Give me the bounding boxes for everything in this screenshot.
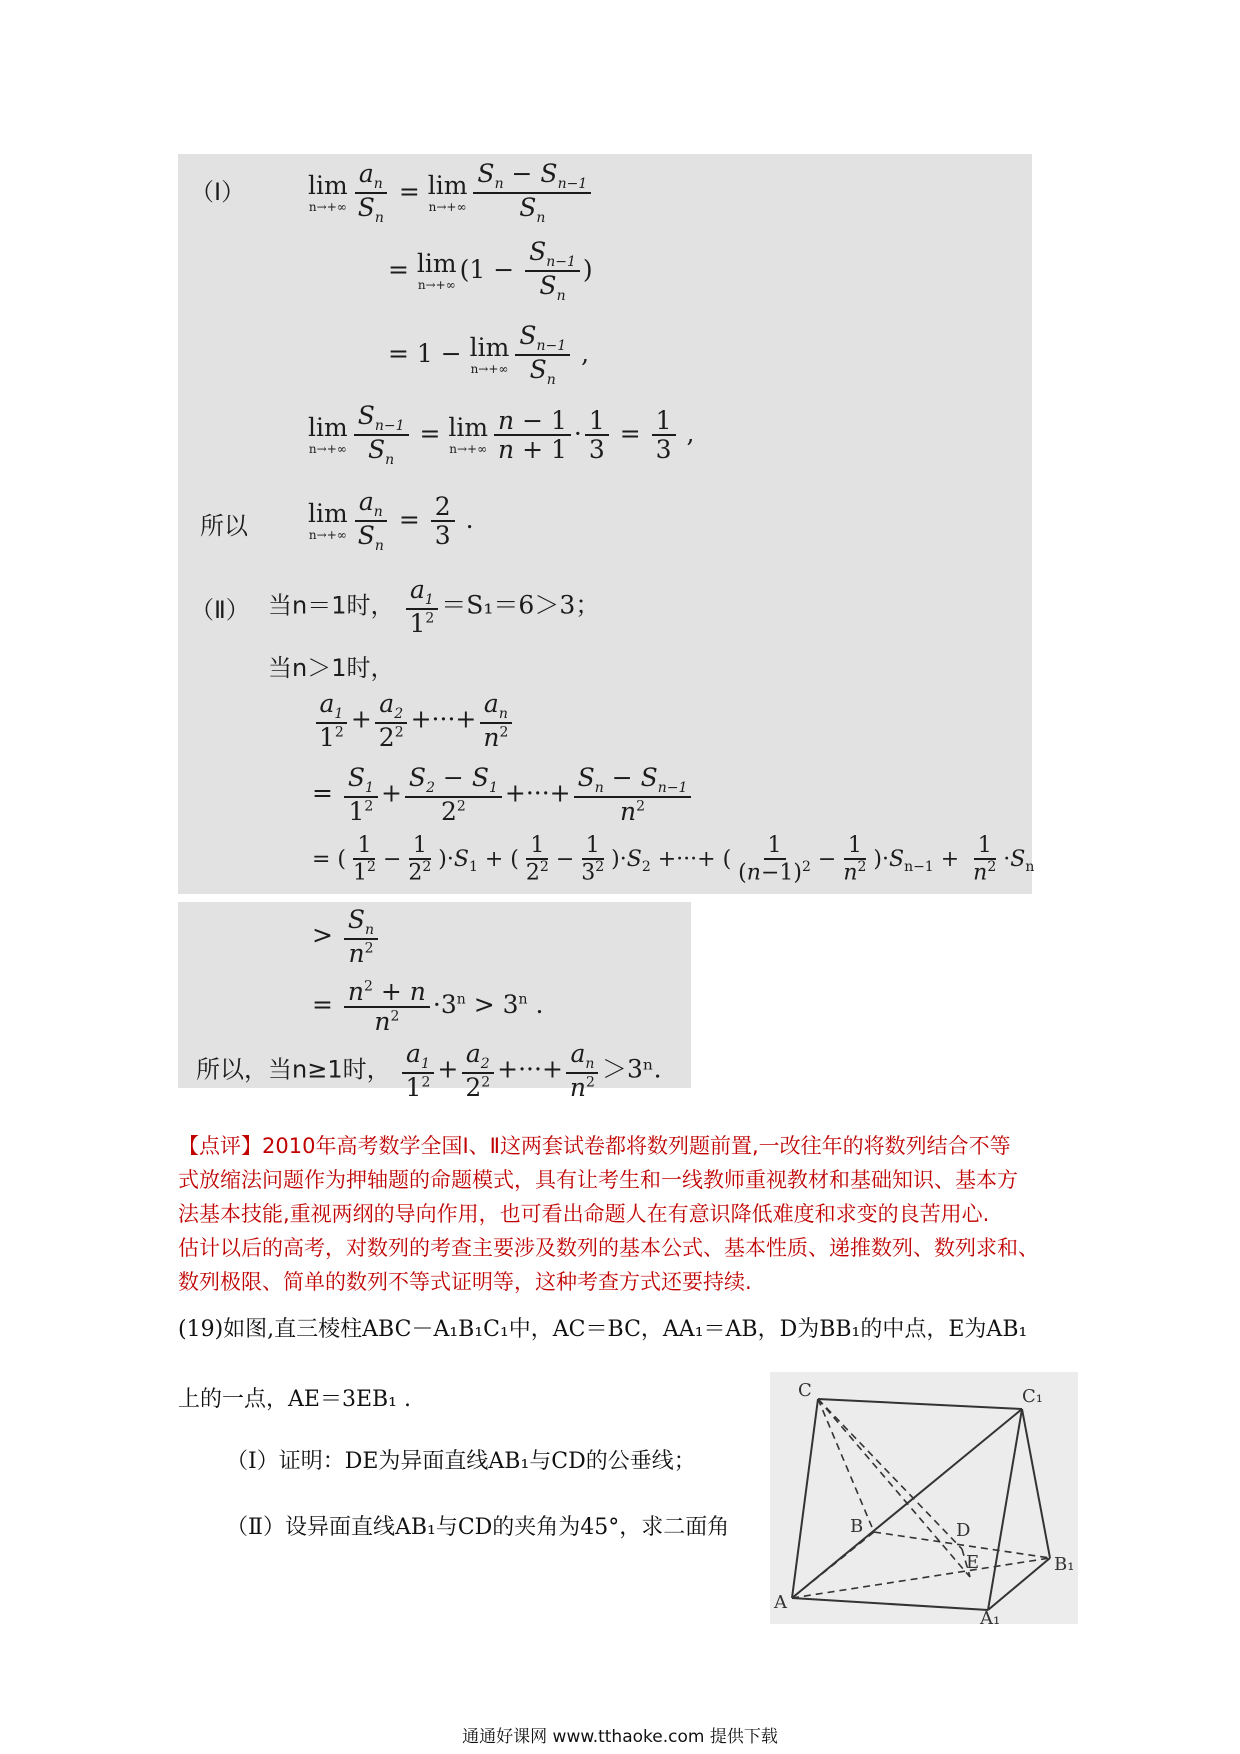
sum-expansion-2: = ( $\frac{1}{1^2}$ − $\frac{1}{2^2}$ )$\cdot S_1$ + ( $\frac{1}{2^2}$ − $\frac{1}{3^2}$ )$\cdot S_2$ +···+ ( $\frac{1}{(n-1)^2}$ − $\frac{1}{n^2}$ )$\cdot S_{n-1}$ + $\frac{1}{n^2}$ $\cdot S_n$ (312, 833, 1035, 886)
inequality-2: = $\frac{n^2 + n}{n^2}$ $\cdot 3^n > 3^n$ . (312, 977, 544, 1036)
case-n-equals-1: 当n＝1时， $\frac{a_1}{1^2}$ ＝S₁＝6＞3； (268, 575, 601, 639)
problem19-part1: （Ⅰ）证明：DE为异面直线AB₁与CD的公垂线； (226, 1449, 696, 1474)
label-c: C (798, 1380, 812, 1401)
limit-result: lim n→+∞ $\frac{a_n}{S_n}$ = $\frac{2}{3}$ . (308, 487, 474, 555)
comment-line-5: 数列极限、简单的数列不等式证明等，这种考查方式还要持续. (178, 1270, 752, 1294)
problem19-part2: （Ⅱ）设异面直线AB₁与CD的夹角为45°，求二面角 (226, 1515, 730, 1540)
edge-c1-b1 (1022, 1409, 1050, 1558)
hidden-c-b (818, 1399, 874, 1532)
label-a: A (774, 1592, 787, 1613)
label-b1: B₁ (1054, 1554, 1075, 1575)
edge-c1-a1 (988, 1409, 1022, 1610)
label-d: D (956, 1520, 971, 1541)
comment-line-4: 估计以后的高考，对数列的考查主要涉及数列的基本公式、基本性质、递推数列、数列求和、 (178, 1236, 1039, 1260)
edge-c-c1 (818, 1399, 1022, 1409)
problem19-line-2: 上的一点，AE＝3EB₁ . (178, 1387, 411, 1412)
comment-line-3: 法基本技能,重视两纲的导向作用，也可看出命题人在有意识降低难度和求变的良苦用心. (178, 1202, 990, 1226)
prism-diagram (770, 1372, 1078, 1624)
case-n-gt-1: 当n＞1时， (268, 654, 395, 682)
problem19-line-1: (19)如图,直三棱柱ABC－A₁B₁C₁中，AC＝BC，AA₁＝AB，D为BB₁的中点，E为AB₁ (178, 1317, 1028, 1342)
label-c1: C₁ (1022, 1386, 1043, 1407)
label-b: B (850, 1516, 864, 1537)
limit-equation-1: lim n→+∞ $\frac{a_n}{S_n}$ = lim n→+∞ $\frac{S_n - S_{n-1}}{S_n}$ (308, 160, 594, 227)
edge-c-a (792, 1399, 818, 1598)
footer-download-note: 通通好课网 www.tthaoke.com 提供下载 (462, 1727, 778, 1747)
comment-line-1: 【点评】2010年高考数学全国Ⅰ、Ⅱ这两套试卷都将数列题前置,一改往年的将数列结合不等 (178, 1134, 1011, 1158)
limit-equation-4: lim n→+∞ $\frac{S_{n-1}}{S_n}$ = lim n→+∞ $\frac{n - 1}{n + 1}$ · $\frac{1}{3}$ = $\frac{1}{3}$ , (308, 401, 695, 469)
edge-a-a1 (792, 1598, 988, 1610)
hidden-b-a (792, 1532, 874, 1598)
limit-equation-3: = 1 − lim n→+∞ $\frac{S_{n-1}}{S_n}$ , (388, 321, 590, 389)
inequality-1: > $\frac{S_n}{n^2}$ (312, 906, 381, 968)
label-a1: A₁ (980, 1608, 1001, 1624)
final-conclusion: 所以，当n≥1时， $\frac{a_1}{1^2}$ + $\frac{a_2}{2^2}$ +···+ $\frac{a_n}{n^2}$ ＞3ⁿ. (196, 1039, 662, 1103)
limit-equation-2: = lim n→+∞ (1 − $\frac{S_{n-1}}{S_n}$ ) (388, 237, 593, 305)
part1-label: （Ⅰ） (190, 178, 246, 206)
comment-line-2: 式放缩法问题作为押轴题的命题模式，具有让考生和一线教师重视教材和基础知识、基本方 (178, 1168, 1018, 1192)
hidden-c-e (818, 1399, 970, 1577)
hidden-a-b1 (792, 1558, 1050, 1598)
so-label: 所以 (200, 512, 248, 540)
sum-expression: $\frac{a_1}{1^2}$ + $\frac{a_2}{2^2}$ +···+ $\frac{a_n}{n^2}$ (312, 690, 515, 752)
sum-expansion-1: = $\frac{S_1}{1^2}$ + $\frac{S_2 - S_1}{2^2}$ +···+ $\frac{S_n - S_{n-1}}{n^2}$ (312, 764, 694, 826)
prism-figure (770, 1372, 1078, 1624)
hidden-c-d (818, 1399, 962, 1549)
part2-label: （Ⅱ） (190, 596, 250, 624)
label-e: E (966, 1552, 980, 1573)
